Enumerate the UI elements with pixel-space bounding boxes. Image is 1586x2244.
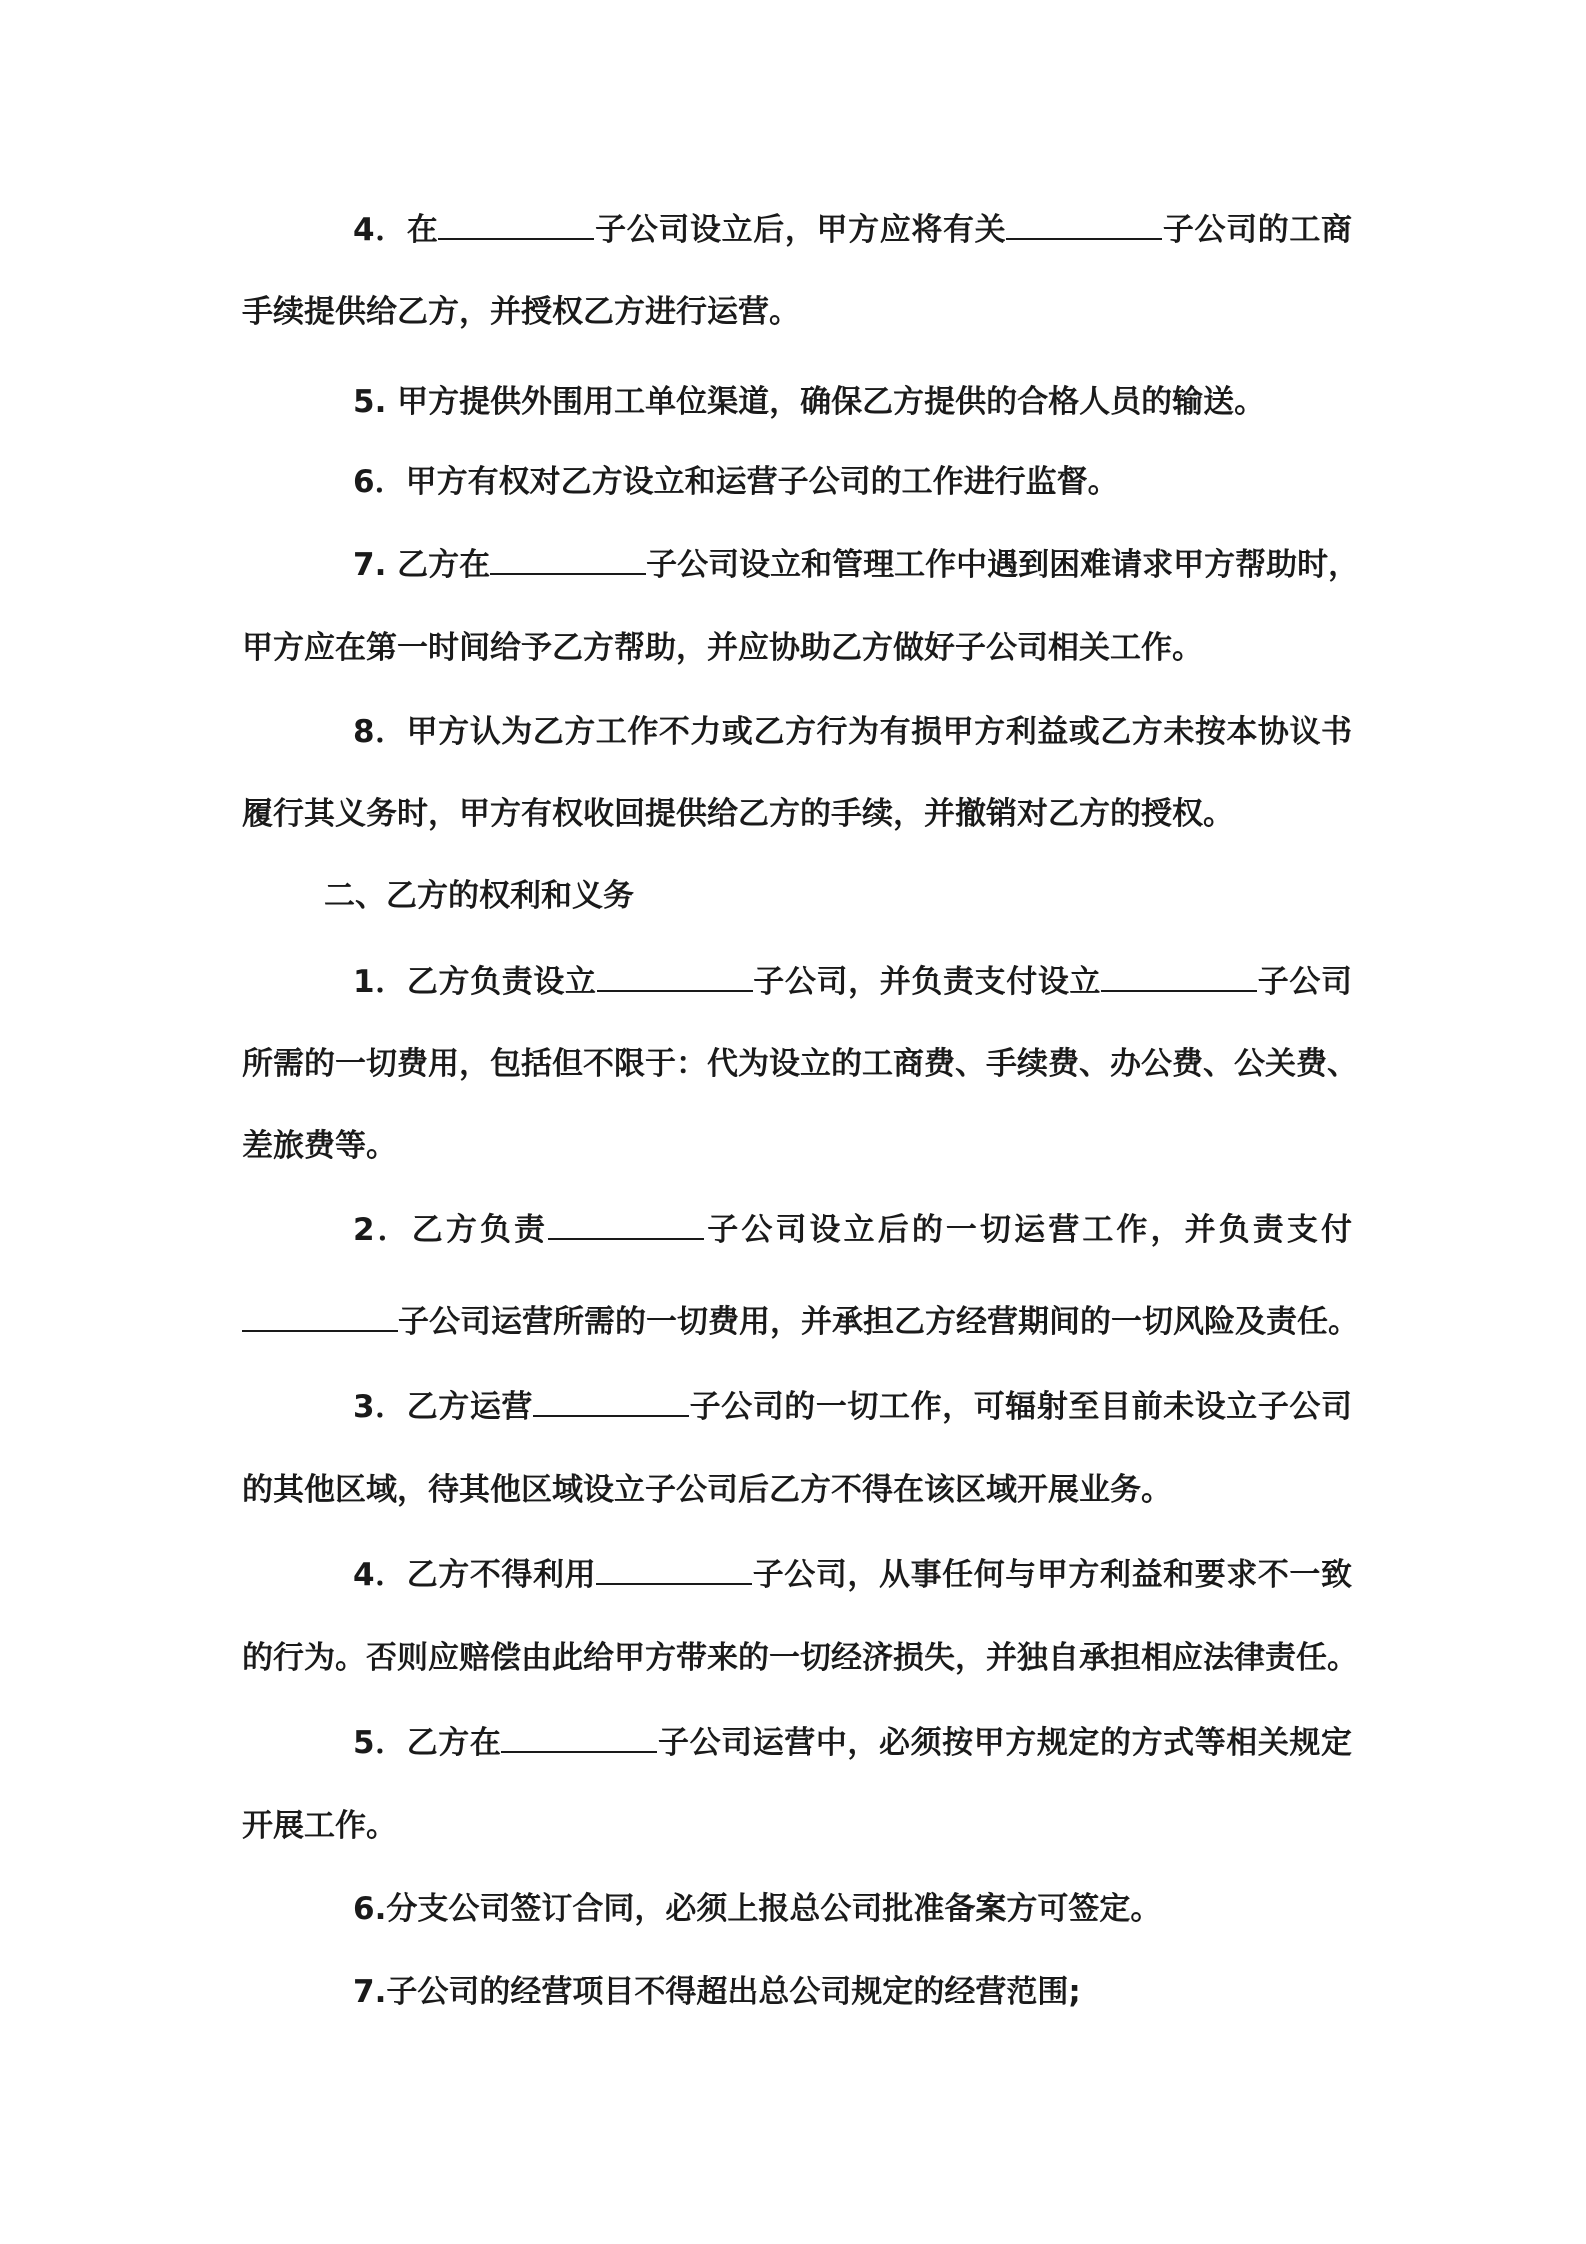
fill-in-blank[interactable] [548,1210,704,1240]
text-span: 子公司设立和管理工作中遇到困难请求甲方帮助时， [646,547,1360,583]
paragraph-a5: 5. 甲方提供外围用工单位渠道，确保乙方提供的合格人员的输送。 [353,384,1266,420]
fill-in-blank[interactable] [597,962,753,992]
paragraph-b1-line3: 差旅费等。 [242,1128,397,1164]
fill-in-blank[interactable] [490,545,646,575]
text-span: 4．在 [353,212,439,248]
paragraph-a7-line1 [242,535,1360,595]
paragraph-b2-line2 [242,1292,1359,1352]
paragraph-b7: 7.子公司的经营项目不得超出总公司规定的经营范围; [353,1974,1081,2010]
paragraph-a7-line2: 甲方应在第一时间给予乙方帮助，并应协助乙方做好子公司相关工作。 [242,630,1203,666]
fill-in-blank[interactable] [438,210,594,240]
fill-in-blank[interactable] [533,1387,689,1417]
text-span: 7. 乙方在 [353,547,491,583]
text-span: 子公司的一切工作，可辐射至目前未设立子公司 [689,1389,1352,1425]
paragraph-b1-line2: 所需的一切费用，包括但不限于：代为设立的工商费、手续费、办公费、公关费、 [242,1046,1358,1082]
paragraph-b4-line1 [242,1545,1352,1605]
paragraph-b4-line2: 的行为。否则应赔偿由此给甲方带来的一切经济损失，并独自承担相应法律责任。 [242,1640,1358,1676]
text-span: 4．乙方不得利用 [353,1557,597,1593]
paragraph-b2-line1 [242,1200,1352,1260]
fill-in-blank[interactable] [1101,962,1257,992]
fill-in-blank[interactable] [1006,210,1162,240]
paragraph-a4-line2: 手续提供给乙方，并授权乙方进行运营。 [242,294,800,330]
text-span: 1．乙方负责设立 [353,964,597,1000]
paragraph-b1-line1 [242,952,1352,1012]
text-span: 子公司运营中，必须按甲方规定的方式等相关规定 [657,1725,1353,1761]
paragraph-b5-line2: 开展工作。 [242,1808,397,1844]
paragraph-a4-line1 [242,200,1352,260]
paragraph-b6: 6.分支公司签订合同，必须上报总公司批准备案方可签定。 [353,1891,1162,1927]
text-span: 子公司，并负责支付设立 [752,964,1102,1000]
text-span: 子公司运营所需的一切费用，并承担乙方经营期间的一切风险及责任。 [398,1304,1359,1340]
text-span: 子公司的工商 [1162,212,1352,248]
paragraph-a6: 6．甲方有权对乙方设立和运营子公司的工作进行监督。 [353,464,1119,500]
text-span: 子公司设立后的一切运营工作，并负责支付 [704,1212,1352,1248]
text-span: 子公司 [1257,964,1353,1000]
text-span: 5．乙方在 [353,1725,502,1761]
fill-in-blank[interactable] [242,1302,398,1332]
paragraph-a8-line2: 履行其义务时，甲方有权收回提供给乙方的手续，并撤销对乙方的授权。 [242,796,1234,832]
paragraph-b3-line1 [242,1377,1352,1437]
text-span: 3．乙方运营 [353,1389,533,1425]
section-heading: 二、乙方的权利和义务 [324,878,634,914]
text-span: 2．乙方负责 [353,1212,549,1248]
text-span: 子公司设立后，甲方应将有关 [594,212,1007,248]
paragraph-a8-line1: 8．甲方认为乙方工作不力或乙方行为有损甲方利益或乙方未按本协议书 [353,714,1352,750]
fill-in-blank[interactable] [596,1555,752,1585]
paragraph-b3-line2: 的其他区域，待其他区域设立子公司后乙方不得在该区域开展业务。 [242,1472,1172,1508]
text-span: 子公司，从事任何与甲方利益和要求不一致 [752,1557,1352,1593]
fill-in-blank[interactable] [501,1723,657,1753]
paragraph-b5-line1 [242,1713,1352,1773]
